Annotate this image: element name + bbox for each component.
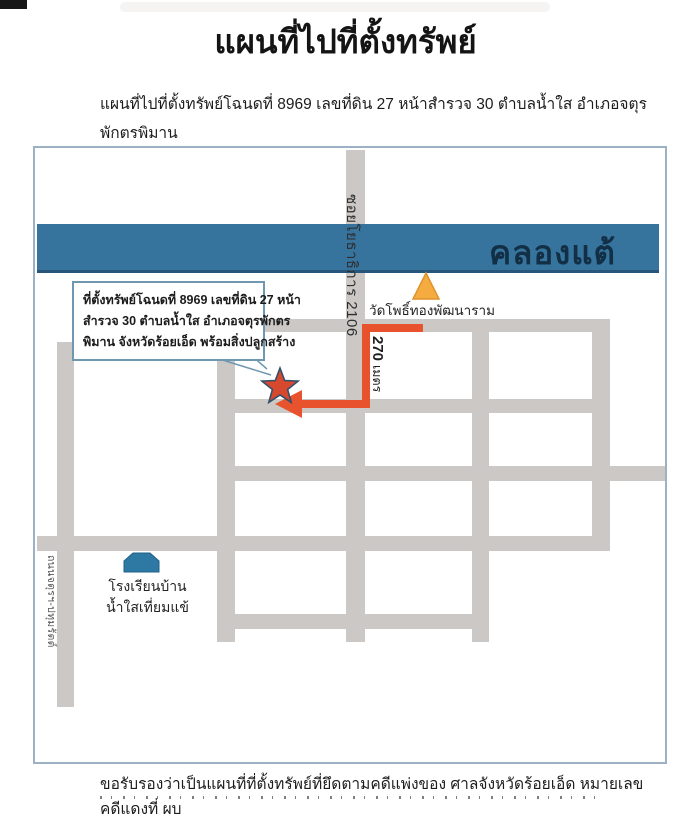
soi-road-label: ซอยโยธาธิการ 2106 (343, 194, 360, 337)
school-label-line-2: น้ำใสเที่ยมแข้ (106, 599, 189, 615)
left-road-label: ถนนจตุรฯ-ปทุมรัตต์ (45, 555, 57, 648)
scan-corner-mark (0, 0, 27, 9)
distance-unit: เมตร (370, 365, 384, 393)
temple-label: วัดโพธิ์ทองพัฒนาราม (369, 303, 495, 318)
distance-label (367, 336, 387, 392)
footer-clipped-line (100, 796, 600, 799)
property-callout-box (72, 281, 301, 361)
temple-triangle-icon (413, 273, 439, 299)
school-label (95, 576, 200, 618)
school-building-icon (124, 553, 159, 572)
canal-label: คลองแต้ (489, 234, 616, 271)
callout-line-2: สำรวจ 30 ตำบลน้ำใส อำเภอจตุรพักตร (83, 314, 291, 328)
intro-line-1: แผนที่ไปที่ตั้งทรัพย์โฉนดที่ 8969 เลขที่ดิน 27 หน้าสำรวจ 30 ตำบลน้ำใส อำเภอจตุรพักตรพิมาน (100, 96, 647, 142)
distance-value: 270 (369, 336, 386, 362)
page-title: แผนที่ไปที่ตั้งทรัพย์ (214, 23, 477, 60)
certification-line: ขอรับรองว่าเป็นแผนที่ที่ตั้งทรัพย์ที่ยึดตามคดีแพ่งของ ศาลจังหวัดร้อยเอ็ด หมายเลขคดีแดงที่ ผบ (100, 776, 644, 818)
school-label-line-1: โรงเรียนบ้าน (108, 578, 187, 594)
callout-line-3: พิมาน จังหวัดร้อยเอ็ด พร้อมสิ่งปลูกสร้าง (83, 335, 296, 349)
scan-artifact (120, 2, 550, 12)
route-path (275, 328, 423, 418)
map-canvas (33, 146, 667, 764)
callout-line-1: ที่ตั้งทรัพย์โฉนดที่ 8969 เลขที่ดิน 27 หน้า (83, 293, 301, 307)
